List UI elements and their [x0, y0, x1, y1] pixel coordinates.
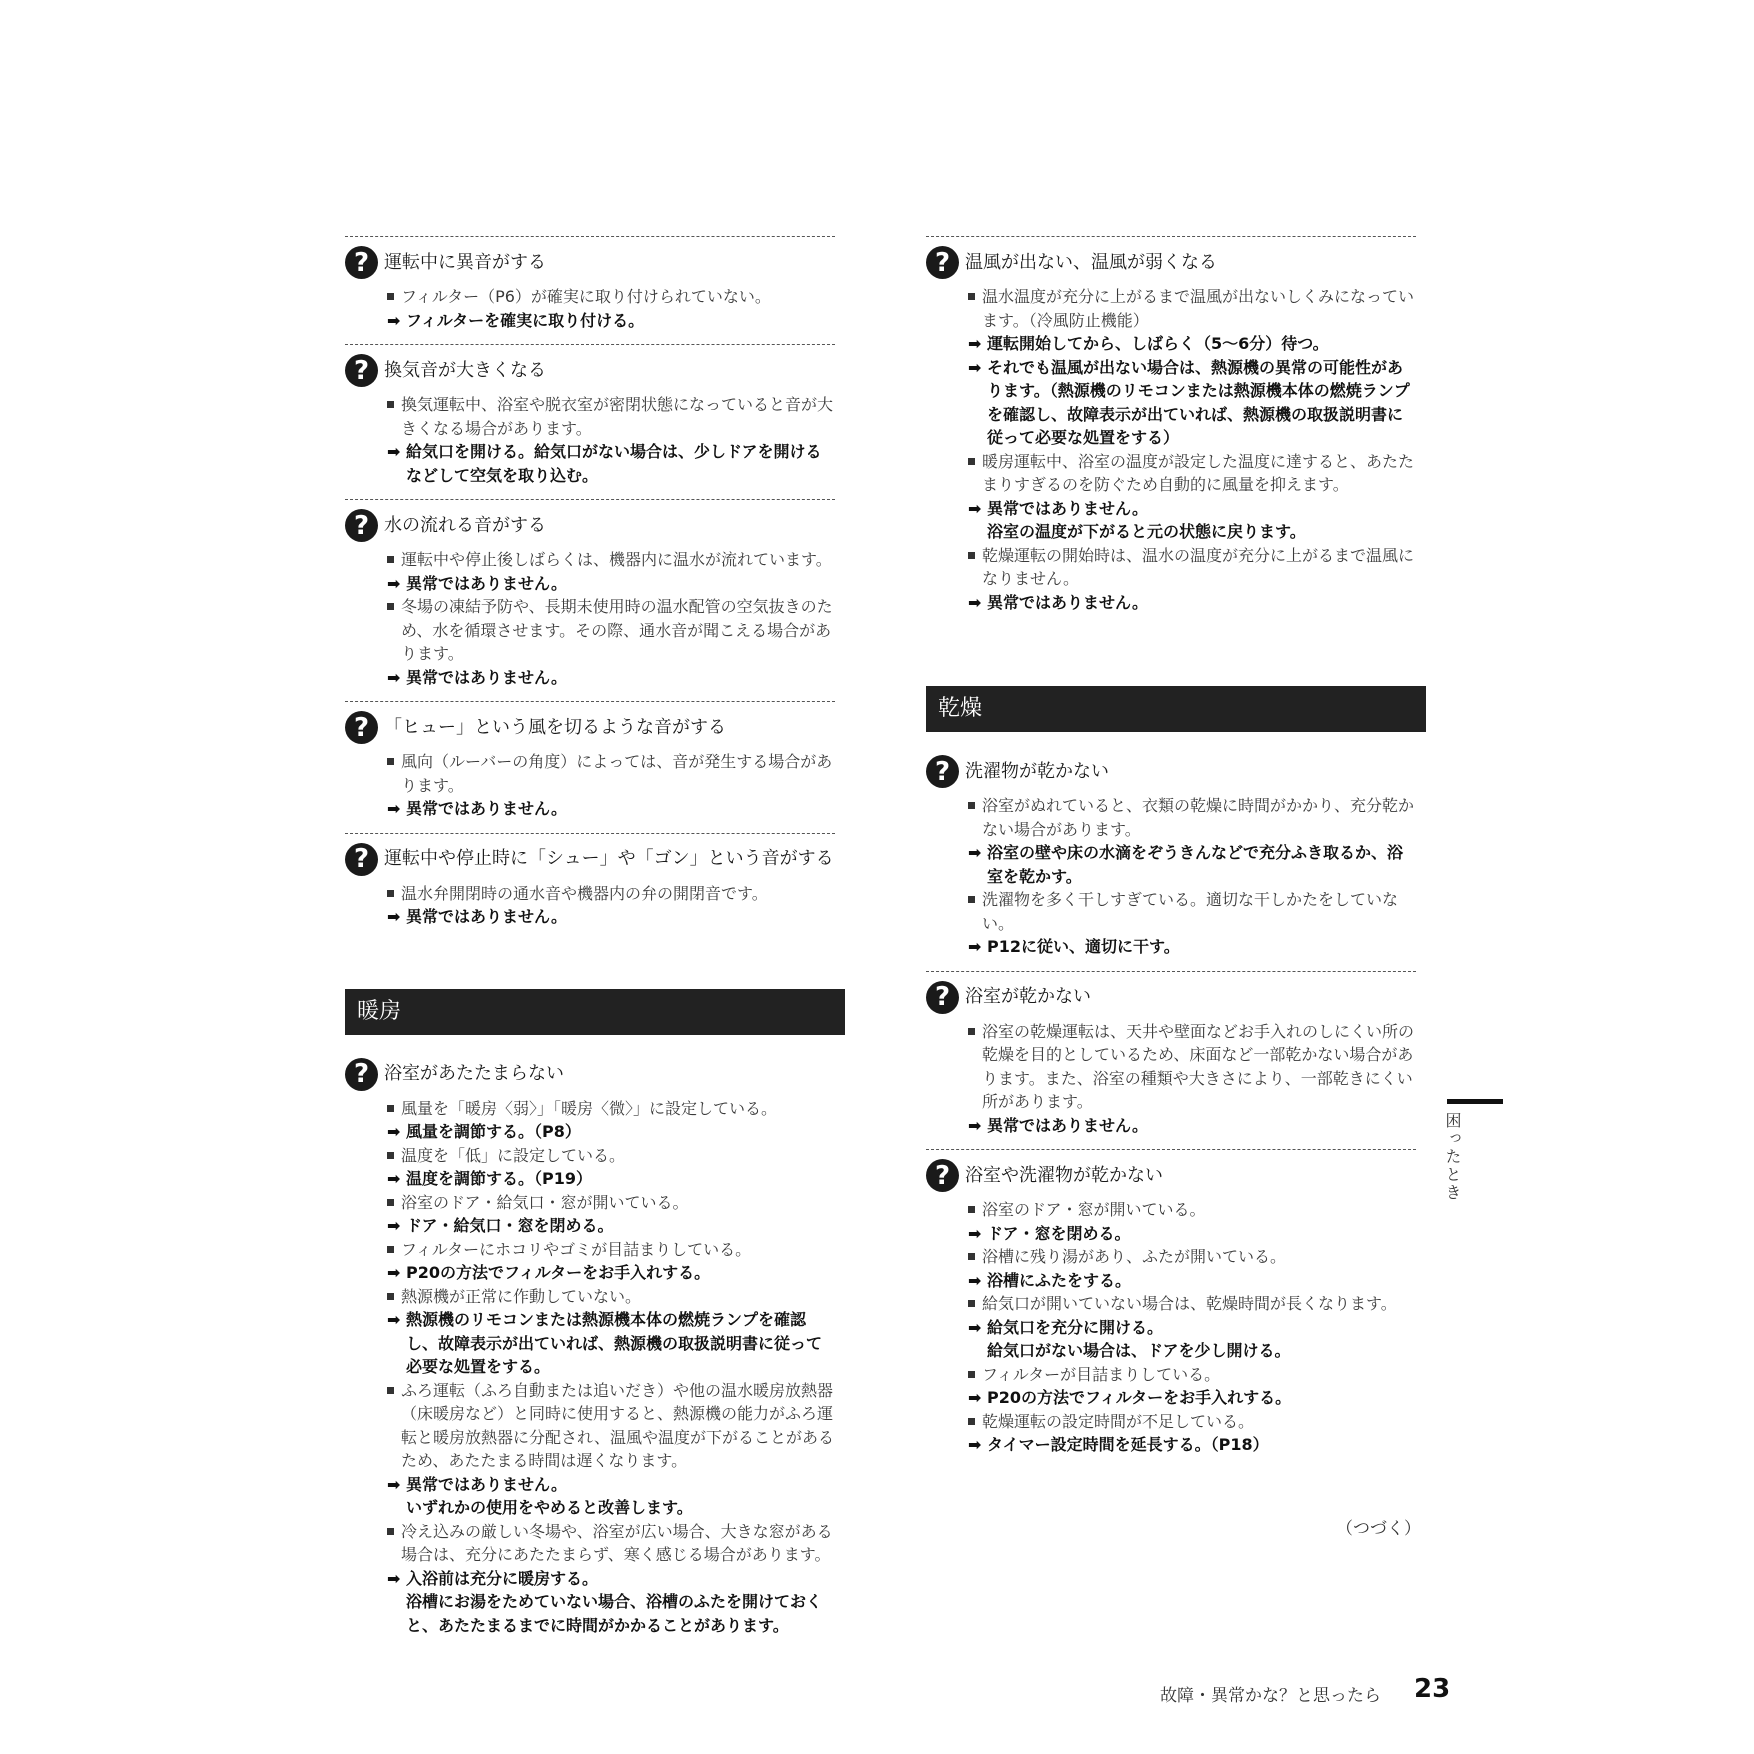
- trouble-title: 換気音が大きくなる: [384, 359, 546, 381]
- question-icon: ?: [345, 1058, 378, 1091]
- question-icon: ?: [926, 1159, 959, 1192]
- trouble-item-laundry-not-drying: [926, 746, 1416, 971]
- remedy-text: ➡ 異常ではありません。: [954, 1114, 1416, 1138]
- remedy-text: ➡ 浴槽にふたをする。: [954, 1269, 1416, 1293]
- remedy-text: ➡ P12に従い、適切に干す。: [954, 935, 1416, 959]
- question-icon: ?: [926, 981, 959, 1014]
- cause-text: 乾燥運転の開始時は、温水の温度が充分に上がるまで温風になりません。: [968, 544, 1416, 591]
- remedy-note: 浴槽にお湯をためていない場合、浴槽のふたを開けておくと、あたたまるまでに時間がかかることがあります。: [406, 1592, 823, 1635]
- remedy-note: 給気口がない場合は、ドアを少し開ける。: [987, 1341, 1291, 1360]
- remedy-note: 浴室の温度が下がると元の状態に戻ります。: [987, 522, 1306, 541]
- trouble-item-weak-warm-air: [926, 236, 1416, 626]
- left-column: [345, 236, 835, 1649]
- question-icon: ?: [926, 755, 959, 788]
- remedy-text: ➡ P20の方法でフィルターをお手入れする。: [373, 1261, 835, 1285]
- cause-text: 浴室の乾燥運転は、天井や壁面などお手入れのしにくい所の乾燥を目的としているため、床面など一部乾かない場合があります。また、浴室の種類や大きさにより、一部乾きにくい所があります。: [968, 1020, 1416, 1114]
- remedy-text: ➡ 温度を調節する。（P19）: [373, 1167, 835, 1191]
- remedy-text: ➡ ドア・給気口・窓を閉める。: [373, 1214, 835, 1238]
- trouble-title: 運転中に異音がする: [384, 251, 546, 273]
- question-icon: ?: [345, 509, 378, 542]
- cause-text: 冷え込みの厳しい冬場や、浴室が広い場合、大きな窓がある場合は、充分にあたたまらず、寒く感じる場合があります。: [387, 1520, 835, 1567]
- remedy-text: ➡ 異常ではありません。: [373, 905, 835, 929]
- question-icon: ?: [345, 711, 378, 744]
- remedy-text: ➡ 運転開始してから、しばらく（5〜6分）待つ。: [954, 332, 1416, 356]
- cause-text: 浴室のドア・窓が開いている。: [968, 1198, 1416, 1222]
- cause-text: 冬場の凍結予防や、長期未使用時の温水配管の空気抜きのため、水を循環させます。その際、通水音が聞こえる場合があります。: [387, 595, 835, 666]
- cause-text: フィルターにホコリやゴミが目詰まりしている。: [387, 1238, 835, 1262]
- remedy-text: ➡ P20の方法でフィルターをお手入れする。: [954, 1386, 1416, 1410]
- trouble-item-not-warming: [345, 1049, 835, 1650]
- cause-text: 温度を「低」に設定している。: [387, 1144, 835, 1168]
- cause-text: 浴室のドア・給気口・窓が開いている。: [387, 1191, 835, 1215]
- side-tab-bar: [1447, 1099, 1503, 1104]
- trouble-title: 浴室があたたまらない: [384, 1063, 564, 1084]
- question-icon: ?: [345, 246, 378, 279]
- cause-text: 浴槽に残り湯があり、ふたが開いている。: [968, 1245, 1416, 1269]
- page-number: 23: [1414, 1674, 1451, 1704]
- trouble-item-wind-noise: [345, 701, 835, 833]
- trouble-title: 浴室や洗濯物が乾かない: [965, 1164, 1163, 1186]
- continued-label: （つづく）: [1336, 1519, 1421, 1539]
- remedy-text: ➡ 異常ではありません。: [954, 591, 1416, 615]
- trouble-title: 運転中や停止時に「シュー」や「ゴン」という音がする: [384, 848, 834, 869]
- trouble-item-abnormal-noise: [345, 236, 835, 344]
- trouble-title: 水の流れる音がする: [384, 514, 546, 536]
- trouble-title: 浴室が乾かない: [965, 986, 1091, 1007]
- section-header-heating: 暖房: [345, 989, 845, 1035]
- cause-text: ふろ運転（ふろ自動または追いだき）や他の温水暖房放熱器（床暖房など）と同時に使用すると、熱源機の能力がふろ運転と暖房放熱器に分配され、温風や温度が下がることがあるため、あたたまる時間は遅くなります。: [387, 1379, 835, 1473]
- remedy-text: ➡ 異常ではありません。: [373, 1473, 835, 1497]
- cause-text: フィルター（P6）が確実に取り付けられていない。: [387, 285, 835, 309]
- cause-text: 熱源機が正常に作動していない。: [387, 1285, 835, 1309]
- footer-chapter-title: 故障・異常かな？と思ったら: [1160, 1686, 1381, 1706]
- remedy-note: いずれかの使用をやめると改善します。: [406, 1498, 693, 1517]
- remedy-text: ➡ タイマー設定時間を延長する。（P18）: [954, 1433, 1416, 1457]
- cause-text: 温水弁開閉時の通水音や機器内の弁の開閉音です。: [387, 882, 835, 906]
- cause-text: 運転中や停止後しばらくは、機器内に温水が流れています。: [387, 548, 835, 572]
- cause-text: 換気運転中、浴室や脱衣室が密閉状態になっていると音が大きくなる場合があります。: [387, 393, 835, 440]
- remedy-text: ➡ 風量を調節する。（P8）: [373, 1120, 835, 1144]
- trouble-item-bathroom-not-drying: [926, 971, 1416, 1150]
- trouble-item-ventilation-noise: [345, 344, 835, 499]
- side-tab-label: 困ったとき: [1443, 1112, 1462, 1202]
- trouble-item-water-flow-noise: [345, 499, 835, 701]
- right-column: [926, 236, 1416, 1469]
- remedy-text: ➡ 給気口を充分に開ける。: [954, 1316, 1416, 1340]
- cause-text: 温水温度が充分に上がるまで温風が出ないしくみになっています。（冷風防止機能）: [968, 285, 1416, 332]
- remedy-text: ➡ 異常ではありません。: [373, 572, 835, 596]
- remedy-text: ➡ ドア・窓を閉める。: [954, 1222, 1416, 1246]
- remedy-text: ➡ 異常ではありません。: [373, 666, 835, 690]
- question-icon: ?: [345, 843, 378, 876]
- remedy-text: ➡ 入浴前は充分に暖房する。: [373, 1567, 835, 1591]
- question-icon: ?: [345, 354, 378, 387]
- remedy-text: ➡ 熱源機のリモコンまたは熱源機本体の燃焼ランプを確認し、故障表示が出ていれば、熱源機の取扱説明書に従って必要な処置をする。: [373, 1308, 835, 1379]
- section-header-drying: 乾燥: [926, 686, 1426, 732]
- trouble-title: 洗濯物が乾かない: [965, 760, 1109, 782]
- cause-text: 乾燥運転の設定時間が不足している。: [968, 1410, 1416, 1434]
- trouble-item-both-not-drying: [926, 1149, 1416, 1469]
- remedy-text: ➡ それでも温風が出ない場合は、熱源機の異常の可能性があります。（熱源機のリモコンまたは熱源機本体の燃焼ランプを確認し、故障表示が出ていれば、熱源機の取扱説明書に従って必要な処置をする）: [954, 356, 1416, 450]
- remedy-text: ➡ フィルターを確実に取り付ける。: [373, 309, 835, 333]
- trouble-title: 「ヒュー」という風を切るような音がする: [384, 716, 726, 738]
- cause-text: 浴室がぬれていると、衣類の乾燥に時間がかかり、充分乾かない場合があります。: [968, 794, 1416, 841]
- trouble-title: 温風が出ない、温風が弱くなる: [965, 251, 1217, 273]
- cause-text: 給気口が開いていない場合は、乾燥時間が長くなります。: [968, 1292, 1416, 1316]
- remedy-text: ➡ 異常ではありません。: [954, 497, 1416, 521]
- question-icon: ?: [926, 246, 959, 279]
- cause-text: 洗濯物を多く干しすぎている。適切な干しかたをしていない。: [968, 888, 1416, 935]
- cause-text: 風向（ルーバーの角度）によっては、音が発生する場合があります。: [387, 750, 835, 797]
- remedy-text: ➡ 給気口を開ける。給気口がない場合は、少しドアを開けるなどして空気を取り込む。: [373, 440, 835, 487]
- remedy-text: ➡ 浴室の壁や床の水滴をぞうきんなどで充分ふき取るか、浴室を乾かす。: [954, 841, 1416, 888]
- cause-text: 風量を「暖房〈弱〉」「暖房〈微〉」に設定している。: [387, 1097, 835, 1121]
- cause-text: フィルターが目詰まりしている。: [968, 1363, 1416, 1387]
- remedy-text: ➡ 異常ではありません。: [373, 797, 835, 821]
- trouble-item-valve-noise: [345, 833, 835, 941]
- cause-text: 暖房運転中、浴室の温度が設定した温度に達すると、あたたまりすぎるのを防ぐため自動的に風量を抑えます。: [968, 450, 1416, 497]
